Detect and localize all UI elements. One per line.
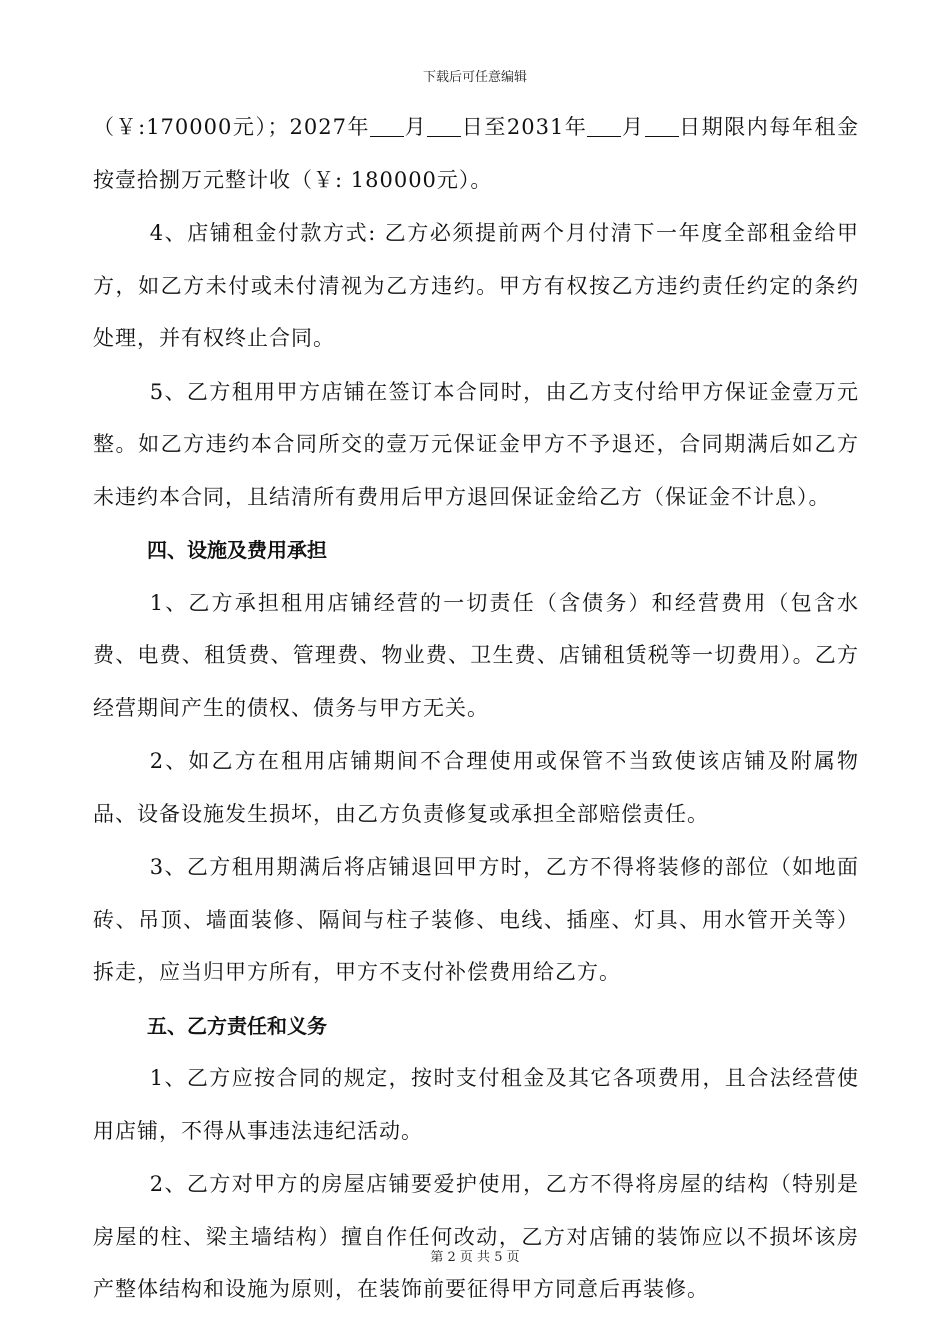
month-blank [370,115,404,137]
rent-text-3: 日至2031年 [461,115,588,139]
month-blank [587,115,621,137]
deposit-paragraph: 5、乙方租用甲方店铺在签订本合同时，由乙方支付给甲方保证金壹万元整。如乙方违约本合同所交的壹万元保证金甲方不予退还，合同期满后如乙方未违约本合同，且结清所有费用后甲方退回保证金给乙方（保证金不计息）。 [93,379,859,509]
page-header: 下载后可任意编辑 [422,70,527,85]
facilities-paragraph-1: 1、乙方承担租用店铺经营的一切责任（含债务）和经营费用（包含水费、电费、租赁费、管理费、物业费、卫生费、店铺租赁税等一切费用）。乙方经营期间产生的债权、债务与甲方无关。 [93,590,859,720]
day-blank [645,115,679,137]
facilities-paragraph-2: 2、如乙方在租用店铺期间不合理使用或保管不当致使该店铺及附属物品、设备设施发生损坏，由乙方负责修复或承担全部赔偿责任。 [93,749,859,826]
rent-text-5: 日期限内每年租金按壹拾捌万元整计收（￥: 180000元）。 [93,115,860,192]
document-body [93,101,859,1317]
section-heading-obligations: 五、乙方责任和义务 [147,1013,327,1038]
obligations-paragraph-1: 1、乙方应按合同的规定，按时支付租金及其它各项费用，且合法经营使用店铺，不得从事违法违纪活动。 [93,1066,859,1143]
rent-text-4: 月 [621,115,645,139]
rent-paragraph [93,101,859,206]
rent-text-1: （￥:170000元）；2027年 [93,115,371,139]
section-heading-facilities: 四、设施及费用承担 [147,538,327,562]
rent-text-2: 月 [404,115,428,139]
facilities-paragraph-3: 3、乙方租用期满后将店铺退回甲方时，乙方不得将装修的部位（如地面砖、吊顶、墙面装修、隔间与柱子装修、电线、插座、灯具、用水管开关等）拆走，应当归甲方所有，甲方不支付补偿费用给乙方。 [93,855,859,984]
obligations-paragraph-2: 2、乙方对甲方的房屋店铺要爱护使用，乙方不得将房屋的结构（特别是房屋的柱、梁主墙结构）擅自作任何改动，乙方对店铺的装饰应以不损坏该房产整体结构和设施为原则，在装饰前要征得甲方同意后再装修。 [93,1172,859,1301]
page-footer: 第 2 页 共 5 页 [430,1250,520,1265]
day-blank [427,115,461,137]
rent-payment-paragraph: 4、店铺租金付款方式: 乙方必须提前两个月付清下一年度全部租金给甲方，如乙方未付或未付清视为乙方违约。甲方有权按乙方违约责任约定的条约处理，并有权终止合同。 [93,221,859,350]
